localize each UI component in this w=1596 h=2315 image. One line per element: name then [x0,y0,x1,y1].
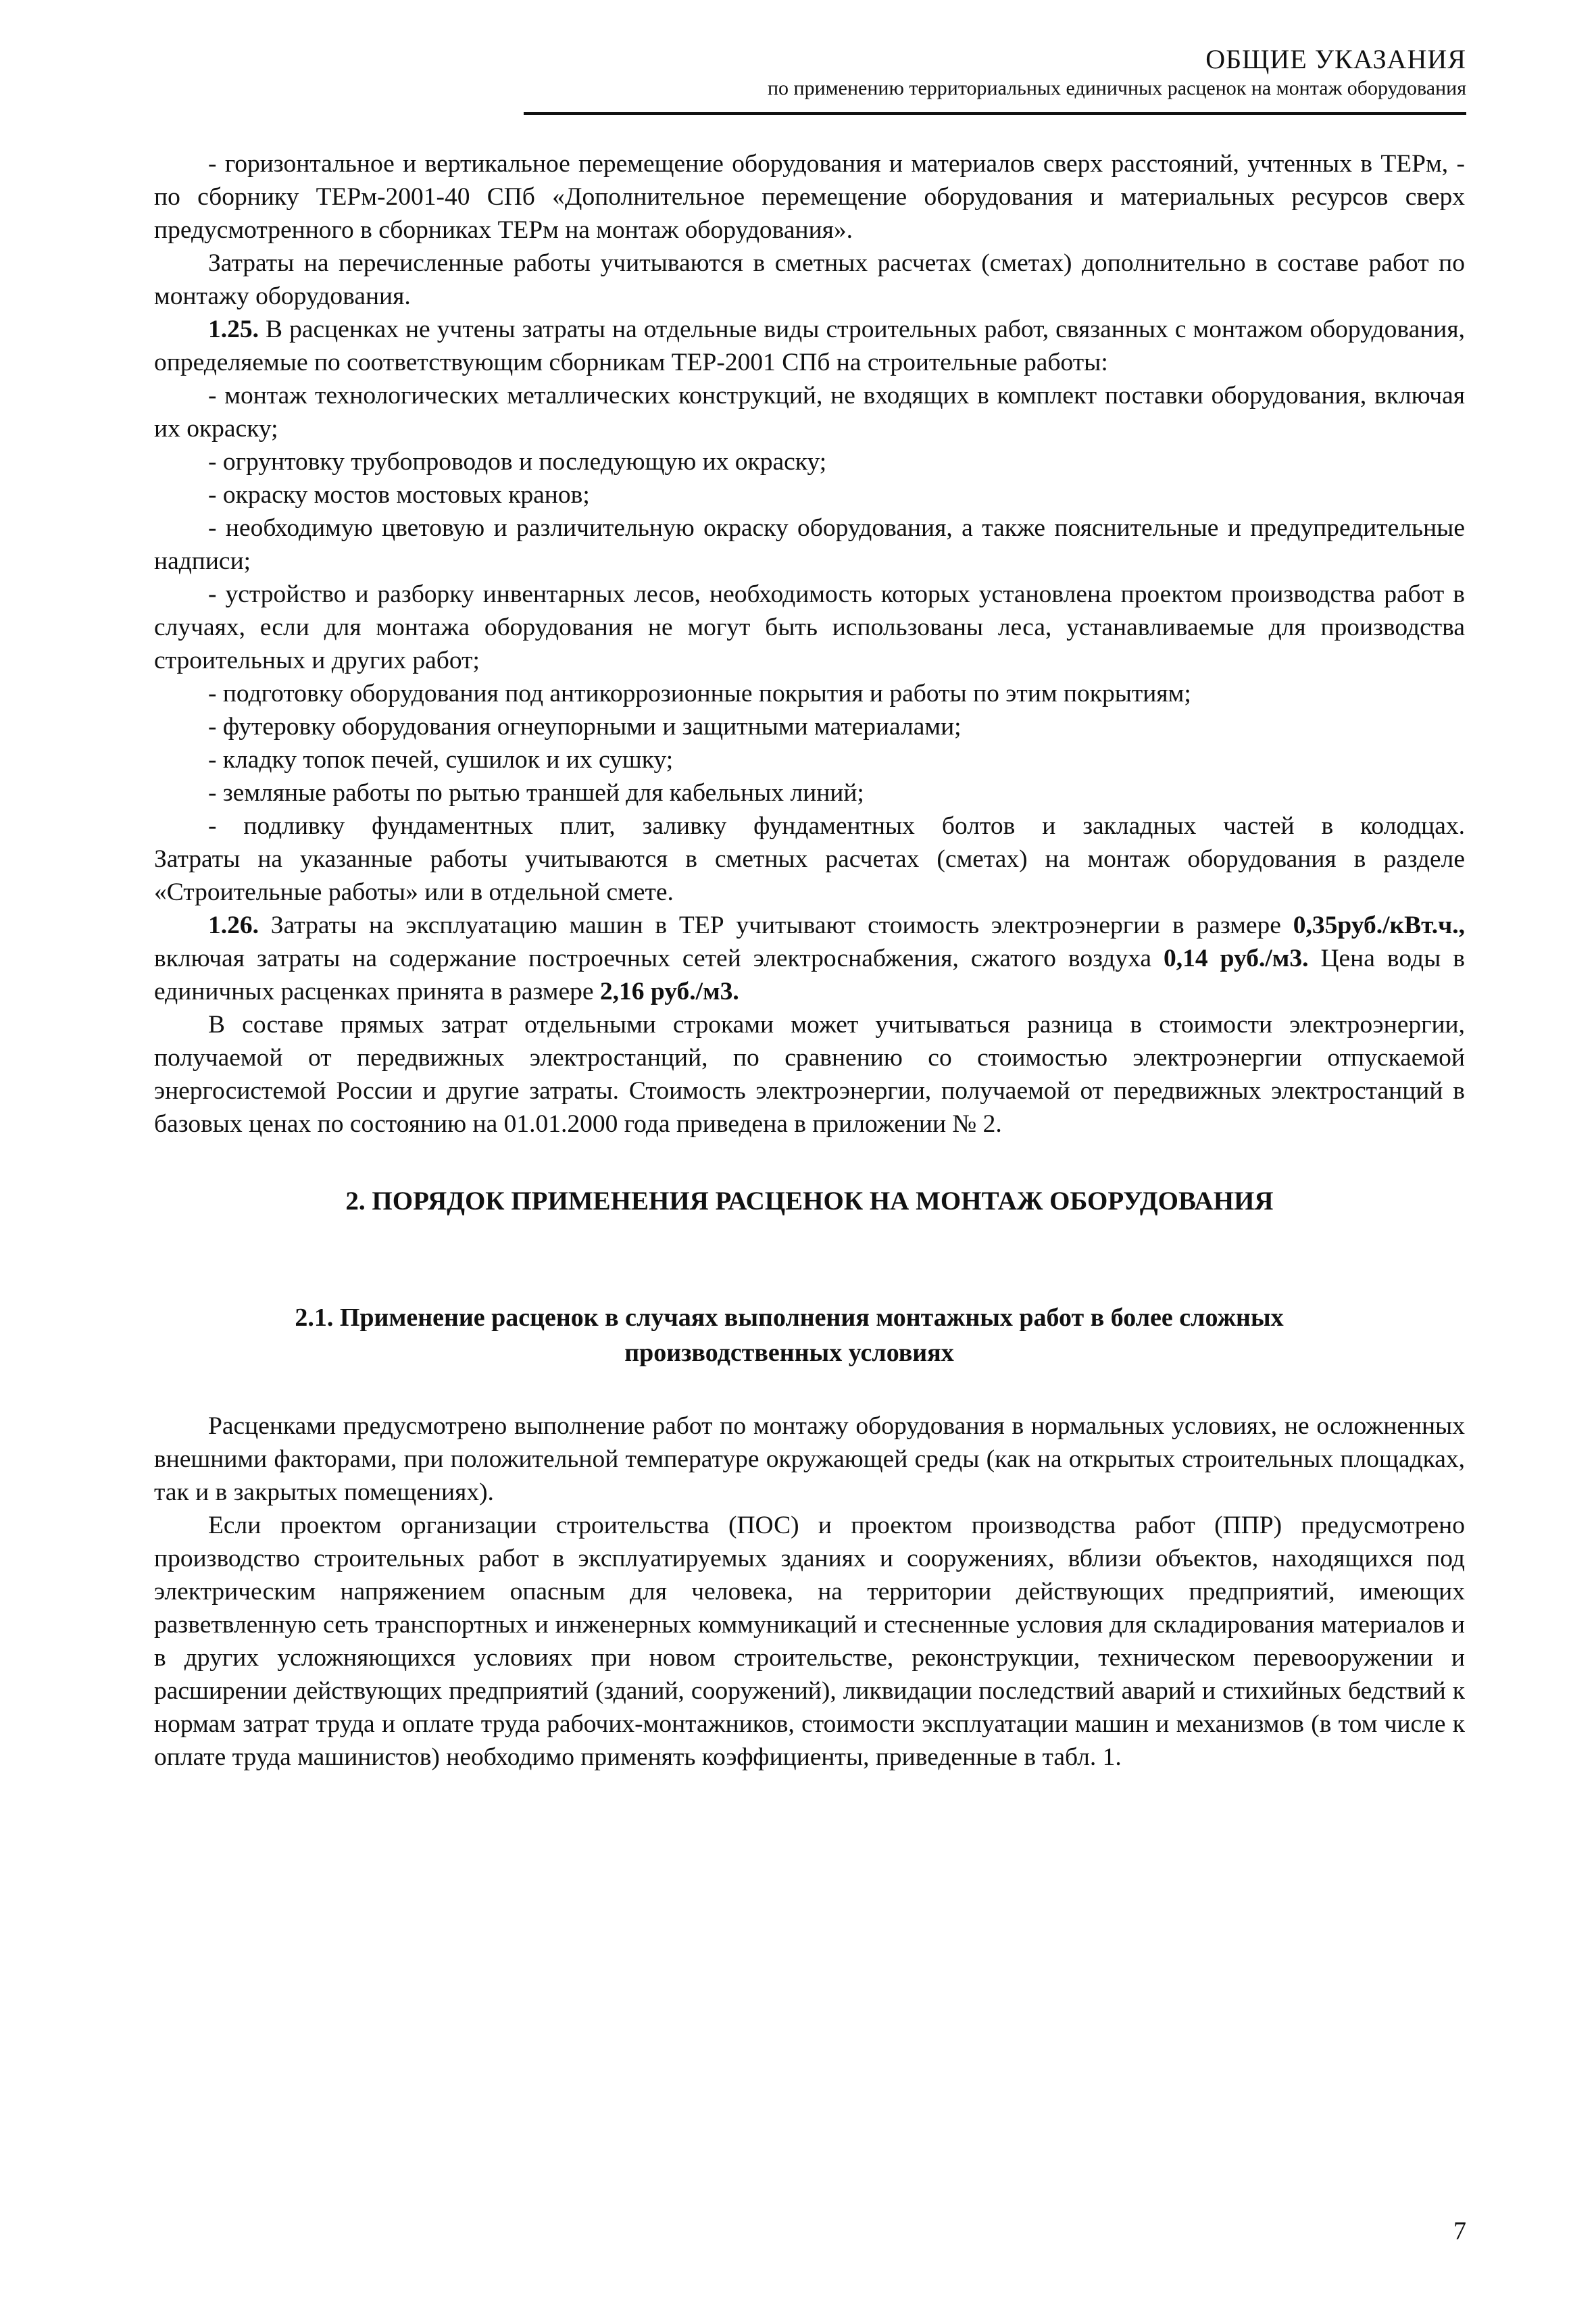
spacer [154,1370,1465,1410]
paragraph-costs-additional: Затраты на перечисленные работы учитываются в сметных расчетах (сметах) дополнительно в составе работ по монтажу оборудования. [154,249,1465,310]
list-item: - необходимую цветовую и различительную окраску оборудования, а также пояснительные и предупредительные надписи; [154,514,1465,575]
paragraph-normal-conditions: Расценками предусмотрено выполнение работ по монтажу оборудования в нормальных условиях, не осложненных внешними факторами, при положительной температуре окружающей среды (как на открытых строительных площадках, так и в закрытых помещениях). [154,1412,1465,1506]
list-item: - монтаж технологических металлических конструкций, не входящих в комплект поставки оборудования, включая их окраску; [154,382,1465,443]
list-item: - подливку фундаментных плит, заливку фундаментных болтов и закладных частей в колодцах. [208,812,1465,840]
electricity-price: 0,35руб./кВт.ч., [1293,912,1465,939]
list-item: - окраску мостов мостовых кранов; [208,481,590,509]
list-item: - футеровку оборудования огнеупорными и защитными материалами; [208,713,962,741]
paragraph-1-25 [154,313,1465,379]
list-item: - кладку топок печей, сушилок и их сушку; [208,746,674,774]
clause-text-1-25: В расценках не учтены затраты на отдельные виды строительных работ, связанных с монтажом оборудования, определяемые по соответствующим сборникам ТЕР-2001 СПб на строительные работы: [154,316,1465,376]
clause-text-1-26-part1: Затраты на эксплуатацию машин в ТЕР учитывают стоимость электроэнергии в размере [259,912,1293,939]
header-title: ОБЩИЕ УКАЗАНИЯ [1205,44,1466,74]
water-price: 2,16 руб./м3. [599,978,739,1005]
list-item: - земляные работы по рытью траншей для кабельных линий; [208,779,864,807]
section-2-1-title: 2.1. Применение расценок в случаях выполнения монтажных работ в более сложных производственных условиях [295,1303,1284,1367]
paragraph-1-26-second: В составе прямых затрат отдельными строками может учитываться разница в стоимости электроэнергии, получаемой от передвижных электростанций, по сравнению со стоимостью электроэнергии отпускаемой энергосистемой России и другие затраты. Стоимость электроэнергии, получаемой от передвижных электростанций в базовых ценах по состоянию на 01.01.2000 года приведена в приложении № 2. [154,1011,1465,1138]
list-item: - подготовку оборудования под антикоррозионные покрытия и работы по этим покрытиям; [208,680,1191,707]
paragraph-1-26 [154,909,1465,1008]
list-item: - устройство и разборку инвентарных лесов, необходимость которых установлена проектом производства работ в случаях, если для монтажа оборудования не могут быть использованы леса, устанавливаемые для производства строительных и других работ; [154,580,1465,674]
clause-text-1-26-part2: включая затраты на содержание построечных сетей электроснабжения, сжатого воздуха [154,945,1164,972]
clause-number-1-26: 1.26. [208,912,259,939]
section-2-title: 2. ПОРЯДОК ПРИМЕНЕНИЯ РАСЦЕНОК НА МОНТАЖ ОБОРУДОВАНИЯ [345,1187,1274,1216]
paragraph-1-25-tail: Затраты на указанные работы учитываются в сметных расчетах (сметах) на монтаж оборудования в разделе «Строительные работы» или в отдельной смете. [154,845,1465,906]
paragraph-movement: - горизонтальное и вертикальное перемещение оборудования и материалов сверх расстояний, учтенных в ТЕРм, - по сборнику ТЕРм-2001-40 СПб «Дополнительное перемещение оборудования и материальных ресурсов сверх предусмотренного в сборниках ТЕРм на монтаж оборудования». [154,150,1465,244]
header-subtitle: по применению территориальных единичных расценок на монтаж оборудования [768,77,1466,99]
paragraph-complex-conditions: Если проектом организации строительства (ПОС) и проектом производства работ (ППР) предусмотрено производство строительных работ в эксплуатируемых зданиях и сооружениях, вблизи объектов, находящихся под электрическим напряжением опасным для человека, на территории действующих предприятий, имеющих разветвленную сеть транспортных и инженерных коммуникаций и стесненные условия для складирования материалов и в других усложняющихся условиях при новом строительстве, реконструкции, техническом перевооружении и расширении действующих предприятий (зданий, сооружений), ликвидации последствий аварий и стихийных бедствий к нормам затрат труда и оплате труда рабочих-монтажников, стоимости эксплуатации машин и механизмов (в том числе к оплате труда машинистов) необходимо применять коэффициенты, приведенные в табл. 1. [154,1512,1465,1771]
page-header [0,0,1596,128]
clause-number-1-25: 1.25. [208,316,259,343]
list-item: - огрунтовку трубопроводов и последующую их окраску; [208,448,827,476]
document-body [154,147,1465,1774]
compressed-air-price: 0,14 руб./м3. [1164,945,1309,972]
header-rule [524,112,1466,115]
page-number: 7 [1453,2217,1466,2245]
clause-text-1-26-part3: Цена воды в единичных расценках принята в размере [154,945,1465,1005]
